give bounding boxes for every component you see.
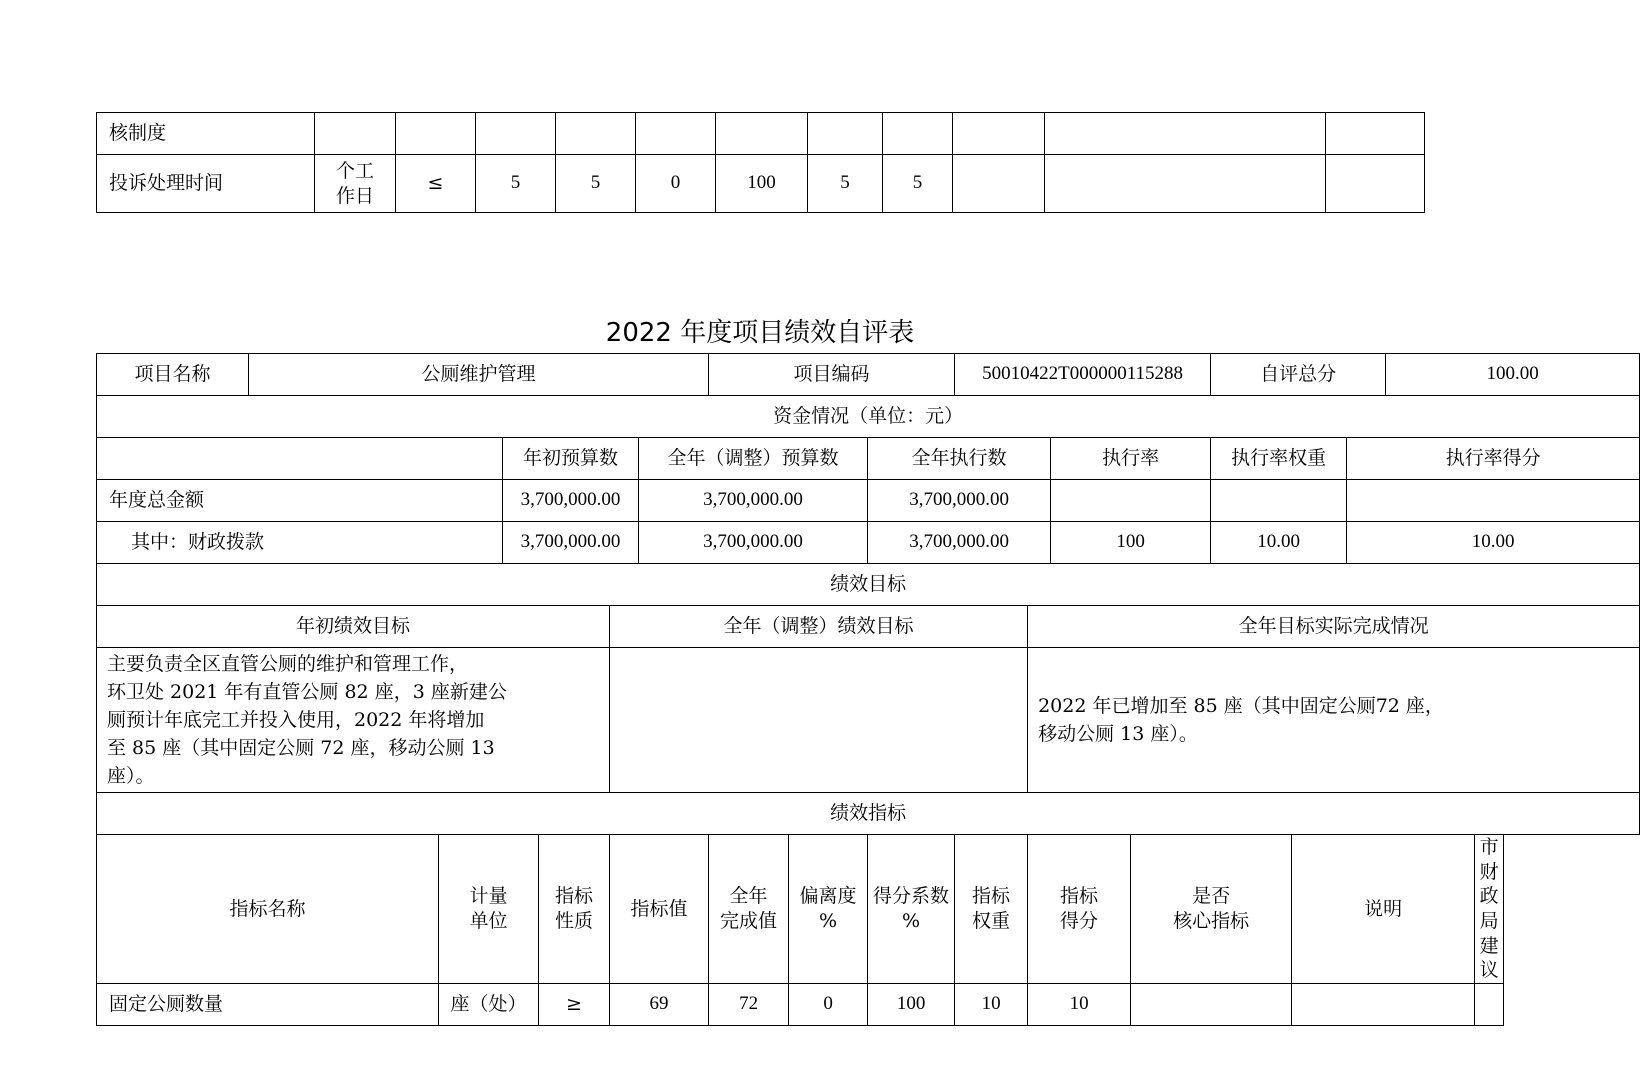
funds-row-total	[97, 480, 1640, 522]
indicator-name: 固定公厕数量	[97, 984, 439, 1026]
funds-initial: 3,700,000.00	[503, 522, 639, 564]
indicator-unit: 座（处）	[439, 984, 539, 1026]
col-rate-score: 执行率得分	[1347, 438, 1640, 480]
actual-completion-text: 2022 年已增加至 85 座（其中固定公厕72 座， 移动公厕 13 座）。	[1028, 648, 1640, 793]
section-row	[97, 564, 1640, 606]
col-coef: 得分系数 %	[868, 835, 955, 984]
col-target: 指标值	[610, 835, 709, 984]
project-code-value: 50010422T000000115288	[955, 354, 1211, 396]
funds-rate: 100	[1051, 522, 1211, 564]
col-score: 指标 得分	[1028, 835, 1131, 984]
indicators-section-title: 绩效指标	[97, 793, 1640, 835]
funds-weight: 10.00	[1211, 522, 1347, 564]
project-code-label: 项目编码	[709, 354, 955, 396]
section-row	[97, 793, 1640, 835]
col-unit: 计量 单位	[439, 835, 539, 984]
indicators-header-row	[97, 835, 1640, 984]
indicator-coef: 100	[716, 155, 808, 213]
col-actual-completion: 全年目标实际完成情况	[1028, 606, 1640, 648]
indicator-weight: 10	[955, 984, 1028, 1026]
indicator-nature: ≥	[539, 984, 610, 1026]
col-note: 说明	[1292, 835, 1475, 984]
col-actual: 全年 完成值	[709, 835, 789, 984]
self-score-label: 自评总分	[1211, 354, 1386, 396]
goals-content-row	[97, 648, 1640, 793]
col-exec-rate: 执行率	[1051, 438, 1211, 480]
funds-initial: 3,700,000.00	[503, 480, 639, 522]
adjusted-goal-text	[610, 648, 1028, 793]
indicator-name: 投诉处理时间	[97, 155, 315, 213]
col-indicator-name: 指标名称	[97, 835, 439, 984]
indicator-coef: 100	[868, 984, 955, 1026]
indicator-target: 5	[476, 155, 556, 213]
col-suggest: 市财政局建议	[1475, 835, 1504, 984]
indicator-deviation: 0	[789, 984, 868, 1026]
col-initial-budget: 年初预算数	[503, 438, 639, 480]
self-score-value: 100.00	[1386, 354, 1640, 396]
evaluation-table	[96, 353, 1640, 1026]
funds-adjusted: 3,700,000.00	[639, 522, 868, 564]
continuation-table	[96, 112, 1425, 213]
goals-header-row	[97, 606, 1640, 648]
col-executed: 全年执行数	[868, 438, 1051, 480]
table-row	[97, 155, 1425, 213]
col-initial-goal: 年初绩效目标	[97, 606, 610, 648]
funds-adjusted: 3,700,000.00	[639, 480, 868, 522]
indicator-note	[1292, 984, 1475, 1026]
funds-rate	[1051, 480, 1211, 522]
col-rate-weight: 执行率权重	[1211, 438, 1347, 480]
section-row	[97, 396, 1640, 438]
funds-section-title: 资金情况（单位：元）	[97, 396, 1640, 438]
indicator-weight: 5	[808, 155, 883, 213]
col-adjusted-goal: 全年（调整）绩效目标	[610, 606, 1028, 648]
table-row	[97, 113, 1425, 155]
indicator-score: 5	[883, 155, 953, 213]
indicator-name: 核制度	[97, 113, 315, 155]
indicator-core	[1131, 984, 1292, 1026]
table-row	[97, 984, 1640, 1026]
header-row	[97, 354, 1640, 396]
funds-row-label: 其中：财政拨款	[97, 522, 503, 564]
goals-section-title: 绩效目标	[97, 564, 1640, 606]
project-name-label: 项目名称	[97, 354, 249, 396]
indicator-target: 69	[610, 984, 709, 1026]
indicator-deviation: 0	[636, 155, 716, 213]
indicator-actual: 5	[556, 155, 636, 213]
indicator-unit: 个工 作日	[315, 155, 396, 213]
indicator-actual: 72	[709, 984, 789, 1026]
funds-header-row	[97, 438, 1640, 480]
funds-score	[1347, 480, 1640, 522]
funds-executed: 3,700,000.00	[868, 522, 1051, 564]
indicator-suggest	[1475, 984, 1504, 1026]
col-weight: 指标 权重	[955, 835, 1028, 984]
funds-weight	[1211, 480, 1347, 522]
initial-goal-text: 主要负责全区直管公厕的维护和管理工作， 环卫处 2021 年有直管公厕 82 座，3 座新建公 厕预计年底完工并投入使用，2022 年将增加 至 85 座（其中固定公厕 72 座，移动公厕 13 座）。	[97, 648, 610, 793]
funds-executed: 3,700,000.00	[868, 480, 1051, 522]
col-core: 是否 核心指标	[1131, 835, 1292, 984]
indicator-score: 10	[1028, 984, 1131, 1026]
funds-row-fiscal	[97, 522, 1640, 564]
page-title: 2022 年度项目绩效自评表	[605, 318, 915, 348]
indicator-nature: ≤	[396, 155, 476, 213]
funds-score: 10.00	[1347, 522, 1640, 564]
funds-row-label: 年度总金额	[97, 480, 503, 522]
col-adjusted-budget: 全年（调整）预算数	[639, 438, 868, 480]
col-nature: 指标 性质	[539, 835, 610, 984]
project-name-value: 公厕维护管理	[249, 354, 709, 396]
col-deviation: 偏离度 %	[789, 835, 868, 984]
